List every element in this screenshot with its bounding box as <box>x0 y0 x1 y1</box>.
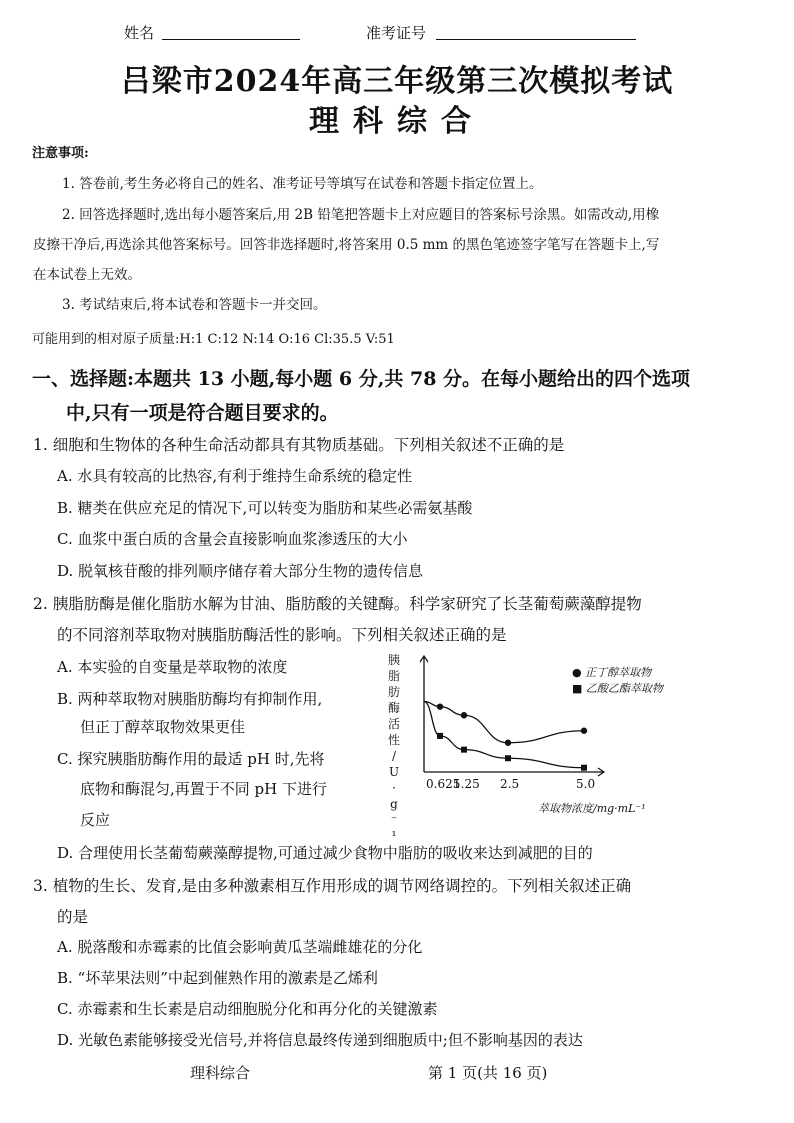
x-tick-label: 1.25 <box>453 777 480 791</box>
x-tick-label: 5.0 <box>576 777 596 791</box>
ethyl-acetate-point-4 <box>581 765 587 771</box>
q1-stem: 1. 细胞和生物体的各种生命活动都具有其物质基础。下列相关叙述不正确的是 <box>33 436 565 454</box>
y-label-char: · <box>392 781 396 795</box>
q2-option-d[interactable]: D. 合理使用长茎葡萄蕨藻醇提物,可通过减少食物中脂肪的吸收来达到减肥的目的 <box>57 844 593 862</box>
q2-option-c-line-2: 底物和酶混匀,再置于不同 pH 下进行 <box>80 780 327 798</box>
q2-option-b-line-1[interactable]: B. 两种萃取物对胰脂肪酶均有抑制作用, <box>57 690 323 708</box>
y-label-char: 胰 <box>387 653 400 667</box>
q3-option-c[interactable]: C. 赤霉素和生长素是启动细胞脱分化和再分化的关键激素 <box>57 1000 438 1018</box>
q3-option-a[interactable]: A. 脱落酸和赤霉素的比值会影响黄瓜茎端雌雄花的分化 <box>57 938 423 956</box>
q3-option-b[interactable]: B. “坏苹果法则”中起到催熟作用的激素是乙烯利 <box>57 969 378 987</box>
notice-item-2-line-2: 皮擦干净后,再选涂其他答案标号。回答非选择题时,将答案用 0.5 mm 的黑色笔迹签字笔写在答题卡上,写 <box>33 237 660 253</box>
legend-label-butanol: 正丁醇萃取物 <box>585 666 652 679</box>
q2-option-b-line-2: 但正丁醇萃取物效果更佳 <box>80 718 246 736</box>
y-label-char: 酶 <box>387 701 400 715</box>
ethyl-acetate-point-1 <box>437 733 443 739</box>
y-label-char: 活 <box>387 717 400 731</box>
q3-option-d[interactable]: D. 光敏色素能够接受光信号,并将信息最终传递到细胞质中;但不影响基因的表达 <box>57 1031 583 1049</box>
butanol-point-4 <box>581 728 587 734</box>
notice-item-2-line-3: 在本试卷上无效。 <box>33 267 141 283</box>
exam-id-label: 准考证号 <box>366 24 427 42</box>
footer-subject: 理科综合 <box>190 1064 251 1082</box>
enzyme-activity-chart <box>376 648 716 843</box>
y-label-char: ¹ <box>391 829 397 843</box>
atomic-masses: 可能用到的相对原子质量:H:1 C:12 N:14 O:16 Cl:35.5 V:51 <box>32 332 395 347</box>
notice-heading: 注意事项: <box>32 146 89 161</box>
q2-option-a[interactable]: A. 本实验的自变量是萃取物的浓度 <box>57 658 288 676</box>
y-label-char: 肪 <box>387 685 400 699</box>
notice-item-2-line-1: 2. 回答选择题时,选出每小题答案后,用 2B 铅笔把答题卡上对应题目的答案标号涂黑。如需改动,用橡 <box>62 207 660 223</box>
footer-page-number: 第 1 页(共 16 页) <box>428 1064 548 1082</box>
exam-subtitle: 理科综合 <box>309 104 485 139</box>
q1-option-b[interactable]: B. 糖类在供应充足的情况下,可以转变为脂肪和某些必需氨基酸 <box>57 499 473 517</box>
butanol-point-1 <box>437 703 443 709</box>
section-heading-line-1: 一、选择题:本题共 13 小题,每小题 6 分,共 78 分。在每小题给出的四个选项 <box>32 368 691 390</box>
name-field-line[interactable] <box>162 39 300 40</box>
chart-plot-area <box>376 648 716 823</box>
legend-item-butanol: ● 正丁醇萃取物 <box>572 666 652 679</box>
y-label-char: 脂 <box>387 669 400 683</box>
section-heading-line-2: 中,只有一项是符合题目要求的。 <box>66 402 339 424</box>
legend-item-ethyl-acetate: ■ 乙酸乙酯萃取物 <box>572 682 663 695</box>
y-label-char: 性 <box>387 733 400 747</box>
name-label: 姓名 <box>124 24 155 42</box>
x-tick-label: 0.625 <box>426 777 461 791</box>
butanol-point-2 <box>461 712 467 718</box>
ethyl-acetate-point-3 <box>505 755 511 761</box>
q1-option-d[interactable]: D. 脱氧核苷酸的排列顺序储存着大部分生物的遗传信息 <box>57 562 424 580</box>
x-tick-label: 2.5 <box>500 777 520 791</box>
y-label-char: g <box>390 797 398 811</box>
q2-option-c-line-3: 反应 <box>80 811 111 829</box>
notice-item-3: 3. 考试结束后,将本试卷和答题卡一并交回。 <box>62 297 327 313</box>
series-line-butanol <box>424 701 584 742</box>
chart-x-axis-label: 萃取物浓度/mg·mL⁻¹ <box>538 802 646 815</box>
q3-stem-line-1: 3. 植物的生长、发育,是由多种激素相互作用形成的调节网络调控的。下列相关叙述正确 <box>33 877 632 895</box>
butanol-point-3 <box>505 740 511 746</box>
ethyl-acetate-point-2 <box>461 747 467 753</box>
y-label-char: ⁻ <box>390 813 398 827</box>
q1-option-a[interactable]: A. 水具有较高的比热容,有利于维持生命系统的稳定性 <box>57 467 413 485</box>
series-line-ethyl-acetate <box>424 701 584 767</box>
q1-option-c[interactable]: C. 血浆中蛋白质的含量会直接影响血浆渗透压的大小 <box>57 530 408 548</box>
notice-item-1: 1. 答卷前,考生务必将自己的姓名、准考证号等填写在试卷和答题卡指定位置上。 <box>62 176 543 192</box>
q2-stem-line-1: 2. 胰脂肪酶是催化脂肪水解为甘油、脂肪酸的关键酶。科学家研究了长茎葡萄蕨藻醇提物 <box>33 595 642 613</box>
y-label-char: U <box>388 765 400 779</box>
q3-stem-line-2: 的是 <box>57 908 89 926</box>
legend-label-ethyl-acetate: 乙酸乙酯萃取物 <box>585 682 663 695</box>
q2-option-c-line-1[interactable]: C. 探究胰脂肪酶作用的最适 pH 时,先将 <box>57 750 325 768</box>
q2-stem-line-2: 的不同溶剂萃取物对胰脂肪酶活性的影响。下列相关叙述正确的是 <box>57 626 507 644</box>
exam-title: 吕梁市2024年高三年级第三次模拟考试 <box>120 64 674 99</box>
y-label-char: / <box>391 749 397 763</box>
exam-id-field-line[interactable] <box>436 39 636 40</box>
